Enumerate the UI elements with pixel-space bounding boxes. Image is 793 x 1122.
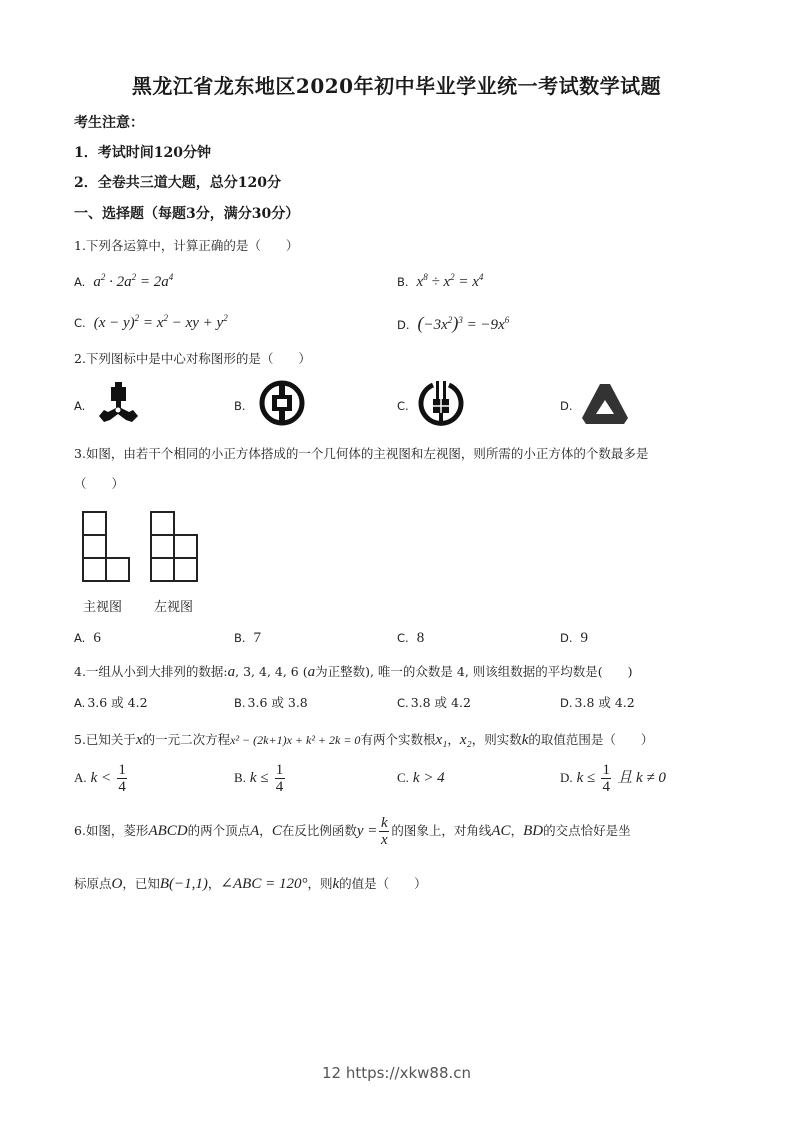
stem-text: 的两个顶点 — [187, 823, 251, 838]
option-math: 且 k ≠ 0 — [617, 770, 666, 786]
q6-stem-line1 — [74, 815, 631, 848]
option-text: 3.6 或 3.8 — [247, 695, 308, 710]
option-text: 3.6 或 4.2 — [87, 695, 148, 710]
option-label: A. — [74, 631, 86, 645]
stem-text: ， — [510, 823, 524, 838]
fraction: $\frac{1}{4}$ — [118, 762, 126, 795]
option-label: B. — [234, 631, 246, 645]
agricultural-bank-logo-icon — [417, 379, 465, 427]
stem-text: ， — [259, 823, 272, 838]
option-label: B. — [234, 696, 246, 710]
option-math: k > 4 — [412, 770, 445, 786]
option-math: k < — [90, 770, 112, 786]
option-label: D. — [560, 399, 573, 413]
q4-option-d[interactable] — [560, 693, 635, 711]
math-var: O — [111, 876, 123, 892]
front-view-caption: 主视图 — [83, 600, 123, 615]
option-text: 3.8 或 4.2 — [574, 695, 635, 710]
stem-text: 6.如图，菱形 — [74, 823, 149, 838]
q5-option-a[interactable] — [74, 762, 129, 795]
option-text: 8 — [416, 630, 425, 646]
option-label: B. — [234, 399, 246, 413]
stem-text: 4.一组从小到大排列的数据: — [74, 664, 228, 679]
option-label: C. — [397, 631, 409, 645]
math-var: y = — [356, 823, 378, 839]
q2-option-a[interactable] — [74, 398, 93, 413]
q6-stem-line2 — [74, 874, 427, 893]
q3-option-a[interactable] — [74, 630, 101, 647]
q3-stem: 3.如图，由若干个相同的小正方体搭成的一个几何体的主视图和左视图，则所需的小正方体的个数最多是 — [74, 446, 649, 461]
option-label: A. — [74, 275, 86, 289]
q3-option-c[interactable] — [397, 630, 424, 647]
notice-item-2: 2．全卷共三道大题，总分120分 — [74, 175, 281, 191]
q5-option-b[interactable] — [234, 762, 287, 795]
stem-text: 有两个实数根 — [360, 732, 436, 747]
math-var: k — [521, 732, 529, 748]
option-text: 6 — [93, 630, 101, 646]
stem-text: 的一元二次方程 — [142, 732, 231, 747]
q3-option-b[interactable] — [234, 630, 261, 647]
option-label: B. — [397, 275, 409, 289]
q5-option-d[interactable] — [560, 762, 666, 795]
q5-stem — [74, 730, 653, 749]
exam-title: 黑龙江省龙东地区2020年初中毕业学业统一考试数学试题 — [131, 74, 662, 98]
math-var: x — [135, 732, 143, 748]
math-var: a — [307, 664, 316, 680]
notice-item-1: 1．考试时间120分钟 — [74, 145, 211, 161]
option-math: k ≤ — [249, 770, 269, 786]
section-heading: 一、选择题（每题3分，满分30分） — [74, 206, 300, 222]
math-var: AC — [491, 823, 511, 839]
stem-text: 的值是（ ） — [339, 876, 427, 891]
q1-option-a[interactable]: A. $a^2 \cdot 2a^2 = 2a^4$ — [74, 272, 174, 290]
math-var: ∠ABC = 120° — [220, 876, 308, 892]
bank-of-china-logo-icon — [258, 380, 306, 426]
option-label: D. — [560, 770, 573, 785]
option-label: D. — [560, 696, 573, 710]
stem-text: ，则 — [307, 876, 333, 891]
stem-text: 在反比例函数 — [281, 823, 357, 838]
page-footer[interactable]: 12 https://xkw88.cn — [321, 1064, 472, 1082]
option-label: A. — [74, 399, 86, 413]
q2-option-c[interactable] — [397, 398, 417, 413]
option-text: 7 — [253, 630, 262, 646]
fraction: $\frac{k}{x}$ — [381, 815, 388, 848]
option-label: C. — [397, 399, 409, 413]
fraction: $\frac{1}{4}$ — [602, 762, 610, 795]
option-label: B. — [234, 770, 246, 785]
stem-text: ，已知 — [122, 876, 160, 891]
math-var: x₁ — [435, 732, 448, 748]
q4-option-b[interactable] — [234, 693, 308, 711]
math-var: A — [250, 823, 260, 839]
q3-stem-continued: （ ） — [74, 476, 125, 491]
stem-text: 为正整数), 唯一的众数是 4, 则该组数据的平均数是( ) — [315, 664, 633, 679]
option-text: 9 — [580, 630, 589, 646]
option-label: A. — [74, 696, 86, 710]
equation: x² − (2k+1)x + k² + 2k = 0 — [230, 733, 361, 747]
option-label: C. — [74, 316, 86, 330]
option-label: D. — [397, 318, 410, 332]
option-label: D. — [560, 631, 573, 645]
stem-text: 的取值范围是（ ） — [528, 732, 654, 747]
math-var: ABCD — [148, 823, 188, 839]
stem-text: 的交点恰好是坐 — [543, 823, 631, 838]
q2-stem: 2.下列图标中是中心对称图形的是（ ） — [74, 351, 311, 366]
q4-option-c[interactable] — [397, 693, 471, 711]
q1-option-b[interactable]: B. $x^8 \div x^2 = x^4$ — [397, 272, 484, 290]
q4-stem — [74, 662, 633, 681]
stem-text: 标原点 — [74, 876, 112, 891]
q3-option-d[interactable] — [560, 630, 588, 647]
math-var: k — [332, 876, 340, 892]
option-label: C. — [397, 696, 409, 710]
left-view-caption: 左视图 — [154, 600, 194, 615]
q1-option-d[interactable]: D. $(-3x^2)^3 = -9x^6$ — [397, 313, 510, 333]
math-var: C — [271, 823, 282, 839]
q5-option-c[interactable] — [397, 770, 445, 787]
math-var: a — [227, 664, 236, 680]
stem-text: , 3, 4, 4, 6 ( — [235, 664, 308, 679]
option-label: C. — [397, 770, 409, 785]
option-math: k ≤ — [576, 770, 596, 786]
notice-heading: 考生注意： — [74, 115, 144, 131]
option-text: 3.8 或 4.2 — [410, 695, 471, 710]
math-var: BD — [523, 823, 544, 839]
three-branch-logo-icon — [94, 380, 144, 426]
option-label: A. — [74, 770, 87, 785]
math-var: x₂ — [459, 732, 472, 748]
fraction: $\frac{1}{4}$ — [275, 762, 284, 795]
q2-option-b[interactable] — [234, 398, 254, 413]
stem-text: 5.已知关于 — [74, 732, 136, 747]
stem-text: ，则实数 — [471, 732, 522, 747]
q1-option-c[interactable]: C. $(x - y)^2 = x^2$ − xy + $y^2$ — [74, 313, 228, 331]
stem-text: 的图象上，对角线 — [391, 823, 492, 838]
q1-stem: 1.下列各运算中，计算正确的是（ ） — [74, 238, 299, 253]
q2-option-d[interactable] — [560, 398, 581, 413]
triangle-ring-logo-icon — [580, 382, 630, 424]
stem-text: ， — [447, 732, 460, 747]
q4-option-a[interactable] — [74, 693, 148, 711]
math-var: B(−1,1) — [159, 876, 208, 892]
stem-text: ， — [207, 876, 221, 891]
